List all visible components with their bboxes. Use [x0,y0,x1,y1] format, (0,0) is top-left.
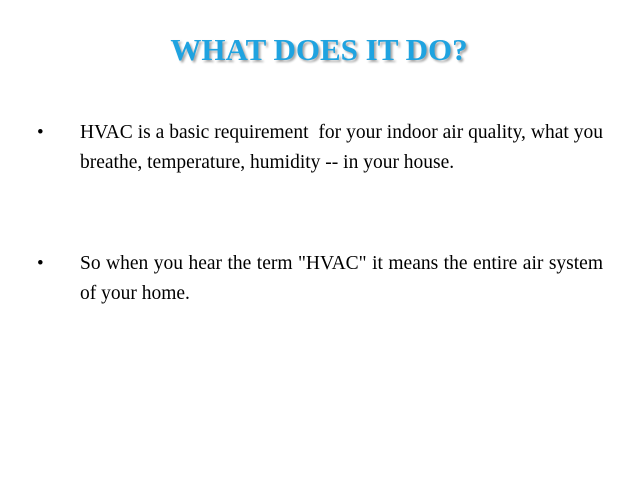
bullet-dot-icon: • [37,253,44,274]
slide-title: WHAT DOES IT DO? [170,32,468,67]
bullet-dot-icon: • [37,122,44,143]
bullet-text: HVAC is a basic requirement for your indoor air quality, what you breathe, temperature, humidity -- in your house. [80,122,608,173]
bullet-text: So when you hear the term "HVAC" it means the entire air system of your home. [80,253,608,304]
